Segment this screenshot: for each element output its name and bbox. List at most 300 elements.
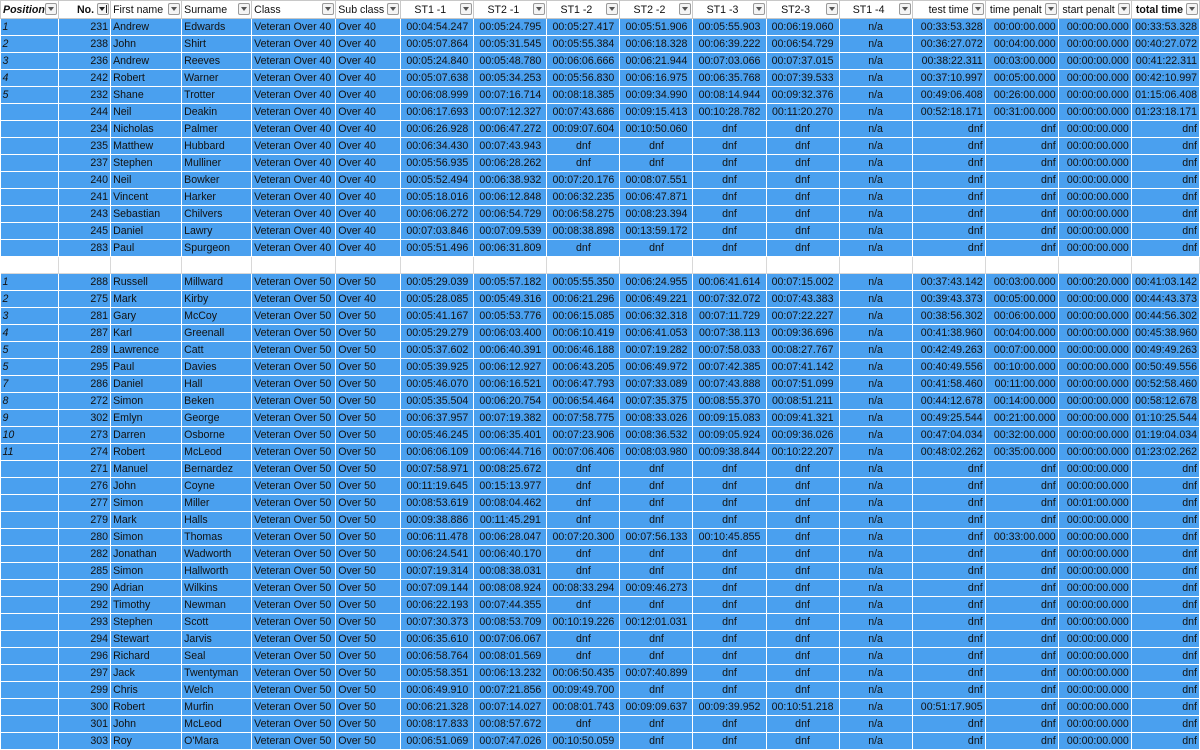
cell-time-penalty[interactable]: 00:03:00.000 (985, 53, 1058, 70)
cell-st1-4[interactable]: n/a (839, 563, 912, 580)
cell-st1-4[interactable]: n/a (839, 53, 912, 70)
cell-st1-3[interactable]: 00:09:15.083 (693, 410, 766, 427)
cell-time-penalty[interactable]: dnf (985, 733, 1058, 750)
cell-start-penalty[interactable]: 00:00:00.000 (1058, 342, 1131, 359)
cell-start-penalty[interactable]: 00:00:00.000 (1058, 308, 1131, 325)
cell-sub-class[interactable]: Over 50 (336, 427, 401, 444)
cell-first-name[interactable]: Simon (111, 563, 182, 580)
cell-no[interactable]: 288 (59, 274, 111, 291)
cell-st1-3[interactable]: dnf (693, 495, 766, 512)
cell-start-penalty[interactable]: 00:00:00.000 (1058, 172, 1131, 189)
cell-test-time[interactable]: dnf (912, 240, 985, 257)
cell-st1-1[interactable]: 00:05:18.016 (401, 189, 474, 206)
cell-no[interactable]: 295 (59, 359, 111, 376)
cell-total-time[interactable]: 01:23:18.171 (1131, 104, 1199, 121)
cell-st1-3[interactable]: dnf (693, 563, 766, 580)
cell-position[interactable] (1, 733, 59, 750)
cell-st1-1[interactable]: 00:06:06.272 (401, 206, 474, 223)
cell-total-time[interactable]: dnf (1131, 189, 1199, 206)
cell-st1-1[interactable]: 00:05:24.840 (401, 53, 474, 70)
cell-st1-1[interactable]: 00:06:17.693 (401, 104, 474, 121)
cell-st2-3[interactable]: 00:07:39.533 (766, 70, 839, 87)
cell-time-penalty[interactable]: dnf (985, 495, 1058, 512)
cell-st2-1[interactable]: 00:08:04.462 (474, 495, 547, 512)
cell-st1-3[interactable]: dnf (693, 478, 766, 495)
cell-total-time[interactable]: dnf (1131, 240, 1199, 257)
cell-total-time[interactable]: dnf (1131, 648, 1199, 665)
cell-test-time[interactable]: 00:51:17.905 (912, 699, 985, 716)
cell-no[interactable]: 243 (59, 206, 111, 223)
cell-st2-3[interactable]: 00:09:41.321 (766, 410, 839, 427)
table-row[interactable] (1, 206, 1200, 223)
table-row[interactable] (1, 614, 1200, 631)
cell-surname[interactable]: Welch (182, 682, 252, 699)
table-row[interactable] (1, 274, 1200, 291)
cell-start-penalty[interactable]: 00:00:00.000 (1058, 393, 1131, 410)
cell-st2-2[interactable]: dnf (620, 546, 693, 563)
cell-no[interactable]: 302 (59, 410, 111, 427)
cell-total-time[interactable]: dnf (1131, 682, 1199, 699)
header-st1-1[interactable] (401, 1, 474, 19)
table-row[interactable] (1, 699, 1200, 716)
table-row[interactable] (1, 325, 1200, 342)
cell-st2-3[interactable]: 00:07:15.002 (766, 274, 839, 291)
cell-start-penalty[interactable]: 00:00:00.000 (1058, 665, 1131, 682)
filter-dropdown-icon[interactable] (322, 3, 334, 15)
cell-position[interactable] (1, 648, 59, 665)
cell-first-name[interactable]: Simon (111, 495, 182, 512)
cell-st2-1[interactable]: 00:07:14.027 (474, 699, 547, 716)
cell-total-time[interactable]: dnf (1131, 121, 1199, 138)
cell-surname[interactable]: Wadworth (182, 546, 252, 563)
cell-no[interactable]: 283 (59, 240, 111, 257)
cell-position[interactable]: 4 (1, 70, 59, 87)
cell-sub-class[interactable]: Over 40 (336, 172, 401, 189)
cell-surname[interactable]: McLeod (182, 444, 252, 461)
cell-class[interactable]: Veteran Over 50 (252, 308, 336, 325)
cell-class[interactable]: Veteran Over 50 (252, 478, 336, 495)
cell-time-penalty[interactable]: dnf (985, 512, 1058, 529)
cell-start-penalty[interactable]: 00:00:00.000 (1058, 223, 1131, 240)
cell-start-penalty[interactable]: 00:00:00.000 (1058, 53, 1131, 70)
cell-no[interactable]: 235 (59, 138, 111, 155)
cell-test-time[interactable]: dnf (912, 682, 985, 699)
cell-no[interactable]: 238 (59, 36, 111, 53)
cell-st1-4[interactable]: n/a (839, 580, 912, 597)
cell-start-penalty[interactable]: 00:00:00.000 (1058, 614, 1131, 631)
cell-class[interactable]: Veteran Over 40 (252, 240, 336, 257)
cell-st1-3[interactable]: dnf (693, 223, 766, 240)
cell-st1-4[interactable]: n/a (839, 172, 912, 189)
cell-st1-3[interactable]: dnf (693, 121, 766, 138)
cell-st2-2[interactable]: dnf (620, 495, 693, 512)
cell-total-time[interactable]: 01:23:02.262 (1131, 444, 1199, 461)
cell-st1-4[interactable]: n/a (839, 70, 912, 87)
cell-total-time[interactable]: 00:41:22.311 (1131, 53, 1199, 70)
cell-total-time[interactable]: 01:19:04.034 (1131, 427, 1199, 444)
cell-st2-3[interactable]: dnf (766, 614, 839, 631)
cell-st1-3[interactable]: dnf (693, 665, 766, 682)
cell-first-name[interactable]: Jonathan (111, 546, 182, 563)
cell-st1-2[interactable]: 00:06:47.793 (547, 376, 620, 393)
cell-time-penalty[interactable]: dnf (985, 240, 1058, 257)
cell-st1-2[interactable]: dnf (547, 478, 620, 495)
cell-first-name[interactable]: Robert (111, 70, 182, 87)
cell-sub-class[interactable]: Over 40 (336, 121, 401, 138)
cell-surname[interactable]: Palmer (182, 121, 252, 138)
cell-st1-2[interactable]: 00:06:54.464 (547, 393, 620, 410)
cell-st1-1[interactable]: 00:06:37.957 (401, 410, 474, 427)
cell-no[interactable]: 303 (59, 733, 111, 750)
cell-sub-class[interactable]: Over 50 (336, 682, 401, 699)
table-row[interactable] (1, 189, 1200, 206)
cell-sub-class[interactable]: Over 40 (336, 240, 401, 257)
cell-total-time[interactable]: dnf (1131, 665, 1199, 682)
cell-st2-2[interactable]: dnf (620, 240, 693, 257)
cell-time-penalty[interactable]: 00:07:00.000 (985, 342, 1058, 359)
cell-st1-4[interactable]: n/a (839, 393, 912, 410)
cell-st1-3[interactable]: 00:07:43.888 (693, 376, 766, 393)
cell-total-time[interactable]: dnf (1131, 597, 1199, 614)
cell-st1-1[interactable]: 00:06:11.478 (401, 529, 474, 546)
cell-class[interactable]: Veteran Over 50 (252, 427, 336, 444)
cell-start-penalty[interactable]: 00:00:00.000 (1058, 699, 1131, 716)
cell-st1-3[interactable]: 00:07:11.729 (693, 308, 766, 325)
cell-st1-2[interactable]: 00:05:27.417 (547, 19, 620, 36)
cell-total-time[interactable]: 00:45:38.960 (1131, 325, 1199, 342)
cell-first-name[interactable]: Gary (111, 308, 182, 325)
cell-test-time[interactable]: 00:39:43.373 (912, 291, 985, 308)
cell-st2-3[interactable]: dnf (766, 648, 839, 665)
cell-st1-2[interactable]: 00:08:33.294 (547, 580, 620, 597)
cell-st2-2[interactable]: 00:08:36.532 (620, 427, 693, 444)
cell-surname[interactable]: Deakin (182, 104, 252, 121)
cell-surname[interactable]: Osborne (182, 427, 252, 444)
cell-st2-2[interactable]: 00:13:59.172 (620, 223, 693, 240)
cell-st1-2[interactable]: 00:07:20.176 (547, 172, 620, 189)
cell-test-time[interactable]: dnf (912, 529, 985, 546)
cell-first-name[interactable]: Jack (111, 665, 182, 682)
header-class[interactable] (252, 1, 336, 19)
cell-st2-3[interactable]: dnf (766, 189, 839, 206)
cell-st2-3[interactable]: dnf (766, 580, 839, 597)
cell-sub-class[interactable]: Over 50 (336, 274, 401, 291)
empty-cell[interactable] (1131, 257, 1199, 274)
cell-sub-class[interactable]: Over 50 (336, 563, 401, 580)
cell-class[interactable]: Veteran Over 40 (252, 138, 336, 155)
cell-st1-4[interactable]: n/a (839, 444, 912, 461)
cell-class[interactable]: Veteran Over 50 (252, 529, 336, 546)
cell-first-name[interactable]: Neil (111, 172, 182, 189)
cell-test-time[interactable]: dnf (912, 121, 985, 138)
cell-st1-4[interactable]: n/a (839, 325, 912, 342)
cell-st1-1[interactable]: 00:06:24.541 (401, 546, 474, 563)
cell-st1-1[interactable]: 00:05:58.351 (401, 665, 474, 682)
cell-first-name[interactable]: Vincent (111, 189, 182, 206)
cell-total-time[interactable]: dnf (1131, 716, 1199, 733)
cell-sub-class[interactable]: Over 40 (336, 87, 401, 104)
cell-st1-3[interactable]: 00:05:55.903 (693, 19, 766, 36)
cell-test-time[interactable]: 00:33:53.328 (912, 19, 985, 36)
cell-st1-2[interactable]: 00:07:23.906 (547, 427, 620, 444)
cell-st2-2[interactable]: 00:07:35.375 (620, 393, 693, 410)
cell-no[interactable]: 234 (59, 121, 111, 138)
cell-st1-2[interactable]: 00:06:50.435 (547, 665, 620, 682)
cell-class[interactable]: Veteran Over 50 (252, 274, 336, 291)
cell-time-penalty[interactable]: dnf (985, 665, 1058, 682)
cell-position[interactable]: 4 (1, 325, 59, 342)
cell-st2-3[interactable]: dnf (766, 206, 839, 223)
cell-st2-3[interactable]: dnf (766, 478, 839, 495)
cell-st1-1[interactable]: 00:05:37.602 (401, 342, 474, 359)
cell-st2-3[interactable]: dnf (766, 631, 839, 648)
cell-st1-1[interactable]: 00:06:49.910 (401, 682, 474, 699)
cell-first-name[interactable]: Chris (111, 682, 182, 699)
cell-st2-2[interactable]: dnf (620, 563, 693, 580)
cell-st1-3[interactable]: 00:09:05.924 (693, 427, 766, 444)
cell-surname[interactable]: Hallworth (182, 563, 252, 580)
cell-class[interactable]: Veteran Over 40 (252, 36, 336, 53)
cell-st1-3[interactable]: dnf (693, 580, 766, 597)
cell-st1-1[interactable]: 00:06:06.109 (401, 444, 474, 461)
cell-st2-1[interactable]: 00:06:31.809 (474, 240, 547, 257)
table-row[interactable] (1, 223, 1200, 240)
cell-surname[interactable]: Trotter (182, 87, 252, 104)
cell-st1-2[interactable]: dnf (547, 716, 620, 733)
cell-st1-4[interactable]: n/a (839, 529, 912, 546)
cell-time-penalty[interactable]: 00:11:00.000 (985, 376, 1058, 393)
cell-first-name[interactable]: Lawrence (111, 342, 182, 359)
cell-no[interactable]: 280 (59, 529, 111, 546)
header-st1-4[interactable] (839, 1, 912, 19)
table-row[interactable] (1, 53, 1200, 70)
cell-class[interactable]: Veteran Over 40 (252, 121, 336, 138)
cell-st2-3[interactable]: dnf (766, 121, 839, 138)
cell-st1-3[interactable]: dnf (693, 631, 766, 648)
cell-position[interactable]: 10 (1, 427, 59, 444)
cell-test-time[interactable]: dnf (912, 597, 985, 614)
table-row[interactable] (1, 665, 1200, 682)
table-row[interactable] (1, 478, 1200, 495)
cell-surname[interactable]: Chilvers (182, 206, 252, 223)
cell-sub-class[interactable]: Over 50 (336, 631, 401, 648)
cell-time-penalty[interactable]: 00:26:00.000 (985, 87, 1058, 104)
cell-time-penalty[interactable]: 00:05:00.000 (985, 291, 1058, 308)
cell-class[interactable]: Veteran Over 40 (252, 19, 336, 36)
cell-time-penalty[interactable]: 00:10:00.000 (985, 359, 1058, 376)
cell-sub-class[interactable]: Over 50 (336, 580, 401, 597)
cell-no[interactable]: 294 (59, 631, 111, 648)
cell-start-penalty[interactable]: 00:00:00.000 (1058, 121, 1131, 138)
cell-first-name[interactable]: Robert (111, 444, 182, 461)
cell-first-name[interactable]: Simon (111, 529, 182, 546)
cell-test-time[interactable]: dnf (912, 172, 985, 189)
cell-st2-3[interactable]: 00:10:51.218 (766, 699, 839, 716)
cell-class[interactable]: Veteran Over 50 (252, 648, 336, 665)
cell-first-name[interactable]: John (111, 478, 182, 495)
cell-st2-1[interactable]: 00:08:38.031 (474, 563, 547, 580)
cell-st1-2[interactable]: 00:10:50.059 (547, 733, 620, 750)
cell-st2-3[interactable]: dnf (766, 240, 839, 257)
cell-start-penalty[interactable]: 00:00:00.000 (1058, 648, 1131, 665)
cell-st2-2[interactable]: 00:06:24.955 (620, 274, 693, 291)
cell-st1-4[interactable]: n/a (839, 87, 912, 104)
cell-st1-2[interactable]: 00:07:43.686 (547, 104, 620, 121)
cell-st2-1[interactable]: 00:06:13.232 (474, 665, 547, 682)
cell-total-time[interactable]: dnf (1131, 631, 1199, 648)
cell-time-penalty[interactable]: dnf (985, 546, 1058, 563)
cell-st2-2[interactable]: 00:07:19.282 (620, 342, 693, 359)
cell-st1-1[interactable]: 00:07:19.314 (401, 563, 474, 580)
cell-test-time[interactable]: 00:47:04.034 (912, 427, 985, 444)
cell-st2-2[interactable]: 00:05:51.906 (620, 19, 693, 36)
cell-time-penalty[interactable]: dnf (985, 699, 1058, 716)
cell-class[interactable]: Veteran Over 40 (252, 189, 336, 206)
cell-test-time[interactable]: dnf (912, 512, 985, 529)
cell-st1-2[interactable]: 00:06:46.188 (547, 342, 620, 359)
empty-cell[interactable] (59, 257, 111, 274)
cell-test-time[interactable]: 00:44:12.678 (912, 393, 985, 410)
cell-total-time[interactable]: dnf (1131, 614, 1199, 631)
cell-surname[interactable]: Kirby (182, 291, 252, 308)
cell-st1-3[interactable]: 00:07:42.385 (693, 359, 766, 376)
cell-start-penalty[interactable]: 00:00:00.000 (1058, 597, 1131, 614)
cell-st1-2[interactable]: dnf (547, 546, 620, 563)
cell-st2-2[interactable]: 00:10:50.060 (620, 121, 693, 138)
cell-st1-1[interactable]: 00:07:58.971 (401, 461, 474, 478)
cell-st1-4[interactable]: n/a (839, 461, 912, 478)
cell-st1-1[interactable]: 00:05:28.085 (401, 291, 474, 308)
cell-sub-class[interactable]: Over 50 (336, 325, 401, 342)
empty-cell[interactable] (401, 257, 474, 274)
cell-st1-4[interactable]: n/a (839, 104, 912, 121)
cell-test-time[interactable]: dnf (912, 665, 985, 682)
cell-st2-2[interactable]: 00:12:01.031 (620, 614, 693, 631)
cell-st1-4[interactable]: n/a (839, 138, 912, 155)
cell-sub-class[interactable]: Over 40 (336, 36, 401, 53)
cell-time-penalty[interactable]: dnf (985, 648, 1058, 665)
cell-sub-class[interactable]: Over 50 (336, 665, 401, 682)
cell-test-time[interactable]: dnf (912, 206, 985, 223)
cell-time-penalty[interactable]: 00:04:00.000 (985, 36, 1058, 53)
cell-st1-1[interactable]: 00:05:29.279 (401, 325, 474, 342)
cell-st2-1[interactable]: 00:05:34.253 (474, 70, 547, 87)
cell-surname[interactable]: Reeves (182, 53, 252, 70)
cell-surname[interactable]: McCoy (182, 308, 252, 325)
table-row[interactable] (1, 427, 1200, 444)
table-row[interactable] (1, 716, 1200, 733)
cell-st2-3[interactable]: dnf (766, 597, 839, 614)
cell-sub-class[interactable]: Over 50 (336, 546, 401, 563)
cell-st1-3[interactable]: dnf (693, 546, 766, 563)
cell-sub-class[interactable]: Over 40 (336, 155, 401, 172)
cell-first-name[interactable]: Andrew (111, 53, 182, 70)
cell-st1-2[interactable]: dnf (547, 648, 620, 665)
filter-dropdown-icon[interactable] (533, 3, 545, 15)
cell-st1-1[interactable]: 00:08:53.619 (401, 495, 474, 512)
cell-st1-2[interactable]: 00:09:07.604 (547, 121, 620, 138)
cell-first-name[interactable]: Sebastian (111, 206, 182, 223)
cell-start-penalty[interactable]: 00:00:00.000 (1058, 70, 1131, 87)
cell-position[interactable] (1, 104, 59, 121)
cell-st2-1[interactable]: 00:08:25.672 (474, 461, 547, 478)
cell-surname[interactable]: McLeod (182, 716, 252, 733)
cell-no[interactable]: 231 (59, 19, 111, 36)
cell-st2-1[interactable]: 00:05:53.776 (474, 308, 547, 325)
table-row[interactable] (1, 563, 1200, 580)
cell-st1-2[interactable]: 00:05:55.350 (547, 274, 620, 291)
cell-st2-3[interactable]: 00:07:37.015 (766, 53, 839, 70)
cell-first-name[interactable]: Paul (111, 359, 182, 376)
header-total-time[interactable] (1131, 1, 1199, 19)
cell-st2-2[interactable]: 00:08:33.026 (620, 410, 693, 427)
cell-position[interactable]: 7 (1, 376, 59, 393)
cell-surname[interactable]: Jarvis (182, 631, 252, 648)
cell-start-penalty[interactable]: 00:00:00.000 (1058, 733, 1131, 750)
cell-time-penalty[interactable]: dnf (985, 206, 1058, 223)
cell-st1-1[interactable]: 00:06:22.193 (401, 597, 474, 614)
cell-st2-1[interactable]: 00:06:40.391 (474, 342, 547, 359)
cell-st1-4[interactable]: n/a (839, 342, 912, 359)
cell-time-penalty[interactable]: 00:14:00.000 (985, 393, 1058, 410)
cell-start-penalty[interactable]: 00:00:00.000 (1058, 376, 1131, 393)
cell-test-time[interactable]: dnf (912, 223, 985, 240)
cell-class[interactable]: Veteran Over 40 (252, 206, 336, 223)
cell-test-time[interactable]: dnf (912, 155, 985, 172)
cell-total-time[interactable]: dnf (1131, 733, 1199, 750)
cell-start-penalty[interactable]: 00:00:20.000 (1058, 274, 1131, 291)
cell-sub-class[interactable]: Over 50 (336, 444, 401, 461)
cell-st1-2[interactable]: 00:10:19.226 (547, 614, 620, 631)
cell-start-penalty[interactable]: 00:00:00.000 (1058, 461, 1131, 478)
cell-class[interactable]: Veteran Over 50 (252, 699, 336, 716)
cell-st2-3[interactable]: 00:07:41.142 (766, 359, 839, 376)
cell-st1-3[interactable]: dnf (693, 155, 766, 172)
cell-position[interactable] (1, 495, 59, 512)
cell-sub-class[interactable]: Over 50 (336, 512, 401, 529)
cell-st2-3[interactable]: dnf (766, 682, 839, 699)
cell-time-penalty[interactable]: dnf (985, 631, 1058, 648)
cell-st1-2[interactable]: dnf (547, 138, 620, 155)
cell-st1-3[interactable]: 00:07:32.072 (693, 291, 766, 308)
table-row[interactable] (1, 597, 1200, 614)
cell-start-penalty[interactable]: 00:00:00.000 (1058, 189, 1131, 206)
cell-test-time[interactable]: 00:41:58.460 (912, 376, 985, 393)
cell-total-time[interactable]: 00:44:43.373 (1131, 291, 1199, 308)
cell-st2-3[interactable]: 00:07:43.383 (766, 291, 839, 308)
cell-position[interactable] (1, 172, 59, 189)
cell-class[interactable]: Veteran Over 50 (252, 444, 336, 461)
cell-st2-3[interactable]: dnf (766, 733, 839, 750)
cell-class[interactable]: Veteran Over 50 (252, 614, 336, 631)
cell-st1-2[interactable]: dnf (547, 512, 620, 529)
cell-st2-2[interactable]: dnf (620, 478, 693, 495)
cell-st2-1[interactable]: 00:06:16.521 (474, 376, 547, 393)
cell-st2-1[interactable]: 00:05:49.316 (474, 291, 547, 308)
cell-surname[interactable]: Davies (182, 359, 252, 376)
cell-st1-1[interactable]: 00:05:46.070 (401, 376, 474, 393)
cell-st2-1[interactable]: 00:08:08.924 (474, 580, 547, 597)
cell-st1-3[interactable]: dnf (693, 597, 766, 614)
cell-st1-4[interactable]: n/a (839, 512, 912, 529)
cell-no[interactable]: 300 (59, 699, 111, 716)
cell-sub-class[interactable]: Over 50 (336, 597, 401, 614)
cell-st2-3[interactable]: dnf (766, 563, 839, 580)
empty-cell[interactable] (620, 257, 693, 274)
empty-cell[interactable] (693, 257, 766, 274)
cell-first-name[interactable]: John (111, 36, 182, 53)
cell-st2-3[interactable]: 00:09:32.376 (766, 87, 839, 104)
